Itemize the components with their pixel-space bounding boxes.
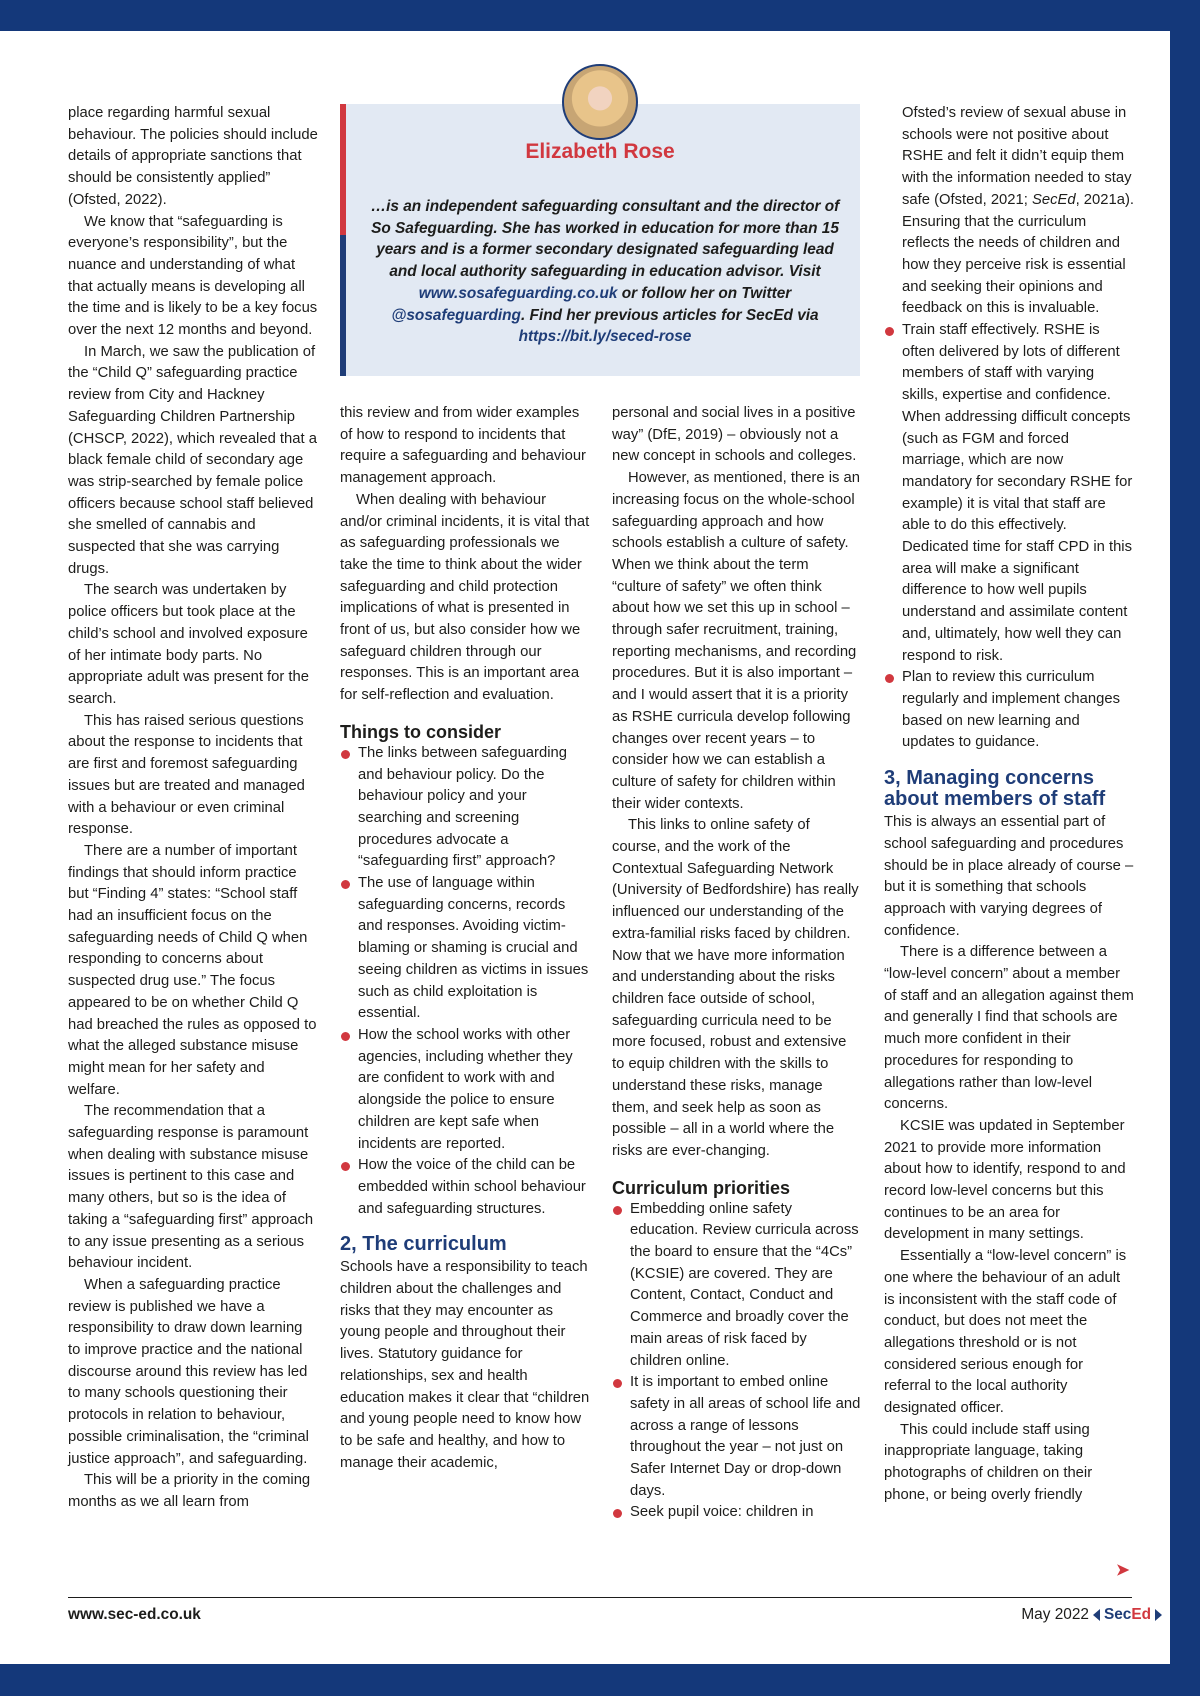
paragraph: Schools have a responsibility to teach children about the challenges and risks that they may encounter as young people and throughout their lives. Statutory guidance for relationships, sex and health education makes it clear that “children and young people need to know how to be safe and healthy, and how to manage their academic, bbox=[340, 1259, 590, 1471]
paragraph: The search was undertaken by police officers but took place at the child’s school and involved exposure of her intimate body parts. No appropriate adult was present for the search. bbox=[68, 582, 310, 707]
bio-text-part: …is an independent safeguarding consultant and the director of So Safeguarding. She has worked in education for more than 15 years and is a former secondary designated safeguarding lead and local authority safeguarding in education advisor. Visit bbox=[370, 198, 840, 281]
list-item: How the voice of the child can be embedded within school behaviour and safeguarding structures. bbox=[340, 1155, 590, 1220]
triangle-left-icon bbox=[1093, 1609, 1100, 1621]
paragraph: This will be a priority in the coming months as we all learn from bbox=[68, 1472, 311, 1510]
accent-bar-red bbox=[340, 104, 346, 235]
paragraph: This could include staff using inappropriate language, taking photographs of children on their phone, or being overly friendly bbox=[884, 1421, 1093, 1503]
text-part-italic: SecEd bbox=[1031, 191, 1076, 208]
paragraph: This is always an essential part of school safeguarding and procedures should be in place already of course – but it is something that schools approach with varying degrees of confidence. bbox=[884, 814, 1134, 939]
text-part: Ofsted’s review of sexual abuse in schools were not positive about RSHE and felt it didn’t equip them with the information needed to stay safe (Ofsted, 2021; bbox=[902, 105, 1132, 208]
column-3 bbox=[612, 403, 862, 1524]
author-name: Elizabeth Rose bbox=[525, 140, 675, 163]
brand-logo bbox=[1104, 1606, 1151, 1624]
paragraph: However, as mentioned, there is an increasing focus on the whole-school safeguarding approach and how schools establish a culture of safety. When we think about the term “culture of safety” we often think about how we set this up in school – through safer recruitment, training, reporting mechanisms, and recording procedures. But it is also important – and I would assert that it is a priority as RSHE curricula develop following changes over recent years – to consider how we can establish a culture of safety for children within their wider contexts. bbox=[612, 470, 860, 812]
section-heading: Curriculum priorities bbox=[612, 1177, 791, 1198]
section-heading: 3, Managing concerns about members of staff bbox=[884, 767, 1106, 811]
author-avatar bbox=[562, 64, 638, 140]
paragraph: place regarding harmful sexual behaviour. The policies should include details of appropriate sanctions that should be consistently applied” (Ofsted, 2022). bbox=[68, 105, 318, 208]
list-item: The links between safeguarding and behaviour policy. Do the behaviour policy and your searching and screening procedures advocate a “safeguarding first” approach? bbox=[340, 743, 590, 873]
brand-ed: Ed bbox=[1131, 1606, 1151, 1623]
accent-bar-blue bbox=[340, 235, 346, 376]
list-item: Embedding online safety education. Review curricula across the board to ensure that the “4Cs” (KCSIE) are covered. They are Content, Contact, Conduct and Commerce and broadly cover the main areas of risk faced by children online. bbox=[612, 1199, 862, 1373]
section-heading: Things to consider bbox=[340, 721, 502, 742]
paragraph: This has raised serious questions about the response to incidents that are first and foremost safeguarding issues but are treated and managed with a behaviour or even criminal response. bbox=[68, 712, 305, 838]
text-part: , 2021a). Ensuring that the curriculum reflects the needs of children and how they perceive risk is essential and seeking their opinions and feedback on this is invaluable. bbox=[902, 191, 1134, 317]
list-item: It is important to embed online safety in all areas of school life and across a range of lessons throughout the year – not just on Safer Internet Day or drop-down days. bbox=[612, 1372, 862, 1502]
bullet-list bbox=[340, 743, 590, 1220]
bullet-list bbox=[884, 320, 1134, 754]
paragraph: There is a difference between a “low-level concern” about a member of staff and an allegation against them and generally I find that schools are much more confident in their procedures for responding to allegations rather than low-level concerns. bbox=[884, 944, 1134, 1113]
paragraph: Essentially a “low-level concern” is one where the behaviour of an adult is inconsistent with the staff code of conduct, but does not meet the allegations threshold or is not considered serious enough for referral to the local authority designated officer. bbox=[884, 1248, 1127, 1417]
footer-divider bbox=[68, 1597, 1132, 1598]
paragraph: When dealing with behaviour and/or criminal incidents, it is vital that as safeguarding professionals we take the time to think about the wider safeguarding and child protection implications of what is presented in front of us, but also consider how we safeguard children through our responses. This is an important area for self-reflection and evaluation. bbox=[340, 491, 590, 704]
list-item-continuation bbox=[884, 103, 1134, 320]
footer-issue bbox=[1021, 1606, 1162, 1624]
list-item: The use of language within safeguarding concerns, records and responses. Avoiding victim-blaming or shaming is crucial and seeing children as victims in issues such as child exploitation is essential. bbox=[340, 873, 590, 1025]
website-link[interactable]: www.sosafeguarding.co.uk bbox=[418, 284, 618, 302]
paragraph: There are a number of important findings that should inform practice but “Finding 4” states: “School staff had an insufficient focus on the safeguarding needs of Child Q when responding to concerns about suspected drug use.” The focus appeared to be on whether Child Q had breached the rules as opposed to what the alleged substance misuse might mean for her safety and welfare. bbox=[68, 842, 317, 1098]
section-heading: 2, The curriculum bbox=[340, 1233, 507, 1256]
author-bio-text bbox=[370, 196, 840, 348]
paragraph: We know that “safeguarding is everyone’s responsibility”, but the nuance and understanding of what that actually means is developing all the time and is likely to be a key focus over the next 12 months and beyond. bbox=[68, 213, 318, 339]
paragraph: personal and social lives in a positive way” (DfE, 2019) – obviously not a new concept in schools and colleges. bbox=[612, 405, 857, 465]
paragraph: KCSIE was updated in September 2021 to provide more information about how to identify, respond to and record low-level concerns but this continues to be an area for development in many settings. bbox=[884, 1117, 1126, 1243]
paragraph: When a safeguarding practice review is published we have a responsibility to draw down learning to improve practice and the national discourse around this review has led to many schools questioning their protocols in relation to behaviour, possible criminalisation, the “criminal justice approach”, and safeguarding. bbox=[68, 1276, 309, 1467]
column-1 bbox=[68, 103, 318, 1514]
twitter-link[interactable]: @sosafeguarding bbox=[391, 306, 521, 324]
paragraph: In March, we saw the publication of the “Child Q” safeguarding practice review from City and Hackney Safeguarding Children Partnership (CHSCP, 2022), which revealed that a black female child of secondary age was strip-searched by female police officers because school staff believed she smelled of cannabis and suspected that she was carrying drugs. bbox=[68, 343, 317, 577]
articles-link[interactable]: https://bit.ly/seced-rose bbox=[518, 328, 692, 346]
list-item: Plan to review this curriculum regularly and implement changes based on new learning and updates to guidance. bbox=[884, 667, 1134, 754]
list-item: Train staff effectively. RSHE is often delivered by lots of different members of staff with varying skills, expertise and confidence. When addressing difficult concepts (such as FGM and forced marriage, which are now mandatory for secondary RSHE for example) it is vital that staff are able to do this effectively. Dedicated time for staff CPD in this area will make a significant difference to how well pupils understand and assimilate content and, ultimately, how well they can respond to risk. bbox=[884, 320, 1134, 667]
brand-sec: Sec bbox=[1103, 1606, 1132, 1623]
paragraph: The recommendation that a safeguarding response is paramount when dealing with substance misuse issues is pertinent to this case and many others, but so is the idea of taking a “safeguarding first” approach to any issue presenting as a serious behaviour incident. bbox=[68, 1103, 314, 1272]
list-item: Seek pupil voice: children in bbox=[612, 1502, 862, 1524]
paragraph: This links to online safety of course, and the work of the Contextual Safeguarding Network (University of Bedfordshire) has really influenced our understanding of the extra-familial risks faced by children. Now that we have more information and understanding about the risks children face outside of school, safeguarding curricula need to be more focused, robust and extensive to equip children with the skills to understand these risks, manage them, and seek help as soon as possible – all in a world where the risks are ever-changing. bbox=[612, 817, 859, 1159]
paragraph: this review and from wider examples of how to respond to incidents that require a safeguarding and behaviour management approach. bbox=[340, 405, 586, 487]
bio-text-part: . Find her previous articles for SecEd via bbox=[520, 306, 819, 324]
column-2 bbox=[340, 403, 590, 1474]
bullet-list bbox=[612, 1199, 862, 1525]
column-4 bbox=[884, 103, 1134, 1507]
list-item: How the school works with other agencies, including whether they are confident to work with and alongside the police to ensure children are kept safe when incidents are reported. bbox=[340, 1025, 590, 1155]
continue-arrow-icon: ➤ bbox=[1116, 1562, 1130, 1579]
bio-text-part: or follow her on Twitter bbox=[617, 284, 792, 302]
issue-date: May 2022 bbox=[1021, 1606, 1089, 1623]
triangle-right-icon bbox=[1155, 1609, 1162, 1621]
footer-url[interactable]: www.sec-ed.co.uk bbox=[68, 1606, 201, 1623]
